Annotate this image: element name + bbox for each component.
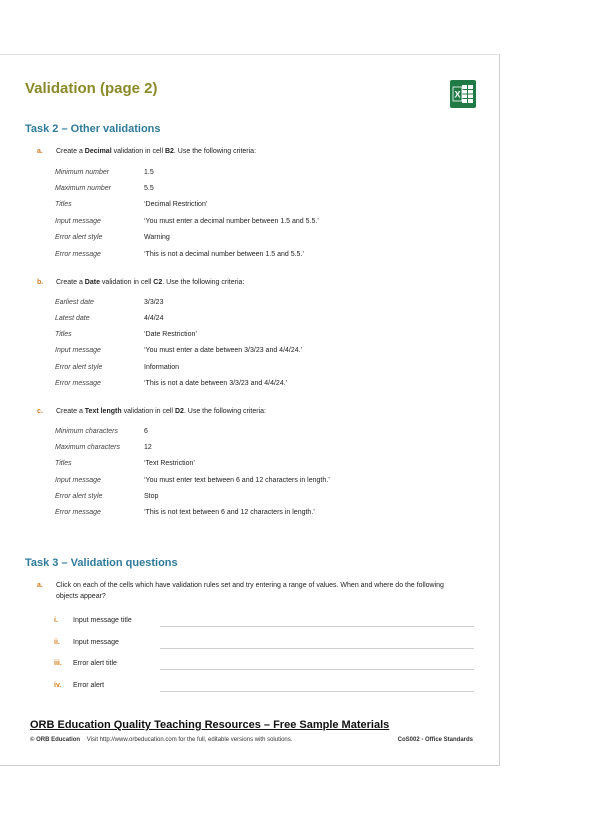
criteria-row: Error message ‘This is not text between 6 and 12 characters in length.’	[55, 509, 315, 516]
footer-info	[30, 737, 473, 743]
sub-question-iv: iv. Error alert	[54, 682, 105, 689]
svg-text:X: X	[454, 89, 461, 100]
criteria-row: Error message ‘This is not a decimal number between 1.5 and 5.5.’	[55, 251, 304, 258]
criteria-row: Error alert style Information	[55, 364, 180, 371]
criteria-row: Titles ‘Date Restriction’	[55, 331, 197, 338]
answer-line[interactable]	[160, 626, 474, 627]
criteria-row: Maximum characters 12	[55, 444, 152, 451]
excel-icon	[450, 80, 476, 108]
criteria-row: Input message ‘You must enter text between 6 and 12 characters in length.’	[55, 477, 330, 484]
task3-heading: Task 3 – Validation questions	[25, 557, 178, 569]
task2-item-b: b. Create a Date validation in cell C2. Use the following criteria:	[37, 279, 245, 286]
criteria-row: Minimum characters 6	[55, 428, 148, 435]
task2-item-c: c. Create a Text length validation in cell D2. Use the following criteria:	[37, 408, 266, 415]
item-letter: a.	[37, 148, 43, 155]
item-letter: a.	[37, 582, 43, 589]
criteria-row: Titles ‘Text Restriction’	[55, 460, 195, 467]
criteria-row: Latest date 4/4/24	[55, 315, 164, 322]
sub-question-i: i. Input message title	[54, 617, 132, 624]
footer-copyright: © ORB Education	[30, 737, 81, 743]
task2-item-a: a. Create a Decimal validation in cell B2. Use the following criteria:	[37, 148, 257, 155]
criteria-row: Input message ‘You must enter a date between 3/3/23 and 4/4/24.’	[55, 347, 303, 354]
criteria-row: Minimum number 1.5	[55, 169, 154, 176]
item-letter: b.	[37, 279, 44, 286]
answer-line[interactable]	[160, 669, 474, 670]
criteria-row: Earliest date 3/3/23	[55, 299, 164, 306]
criteria-row: Error message ‘This is not a date between 3/3/23 and 4/4/24.’	[55, 380, 288, 387]
criteria-row: Error alert style Warning	[55, 234, 170, 241]
answer-line[interactable]	[160, 648, 474, 649]
sub-question-ii: ii. Input message	[54, 639, 119, 646]
criteria-row: Error alert style Stop	[55, 493, 159, 500]
footer-visit-link[interactable]: Visit http://www.orbeducation.com for the full, editable versions with solutions.	[86, 737, 293, 743]
item-letter: c.	[37, 408, 43, 415]
criteria-row: Maximum number 5.5	[55, 185, 154, 192]
footer-title: ORB Education Quality Teaching Resources – Free Sample Materials	[30, 719, 390, 731]
task2-heading: Task 2 – Other validations	[25, 123, 161, 135]
question-text: Click on each of the cells which have validation rules set and try entering a range of values. When and where do the following objects appear?	[56, 582, 444, 600]
criteria-row: Titles ‘Decimal Restriction’	[55, 201, 208, 208]
footer-code: CoS002 - Office Standards	[397, 737, 473, 743]
answer-line[interactable]	[160, 691, 474, 692]
sub-question-iii: iii. Error alert title	[54, 660, 117, 667]
criteria-row: Input message ‘You must enter a decimal number between 1.5 and 5.5.’	[55, 218, 319, 225]
page-title: Validation (page 2)	[25, 80, 158, 97]
task3-question-a	[37, 580, 467, 602]
